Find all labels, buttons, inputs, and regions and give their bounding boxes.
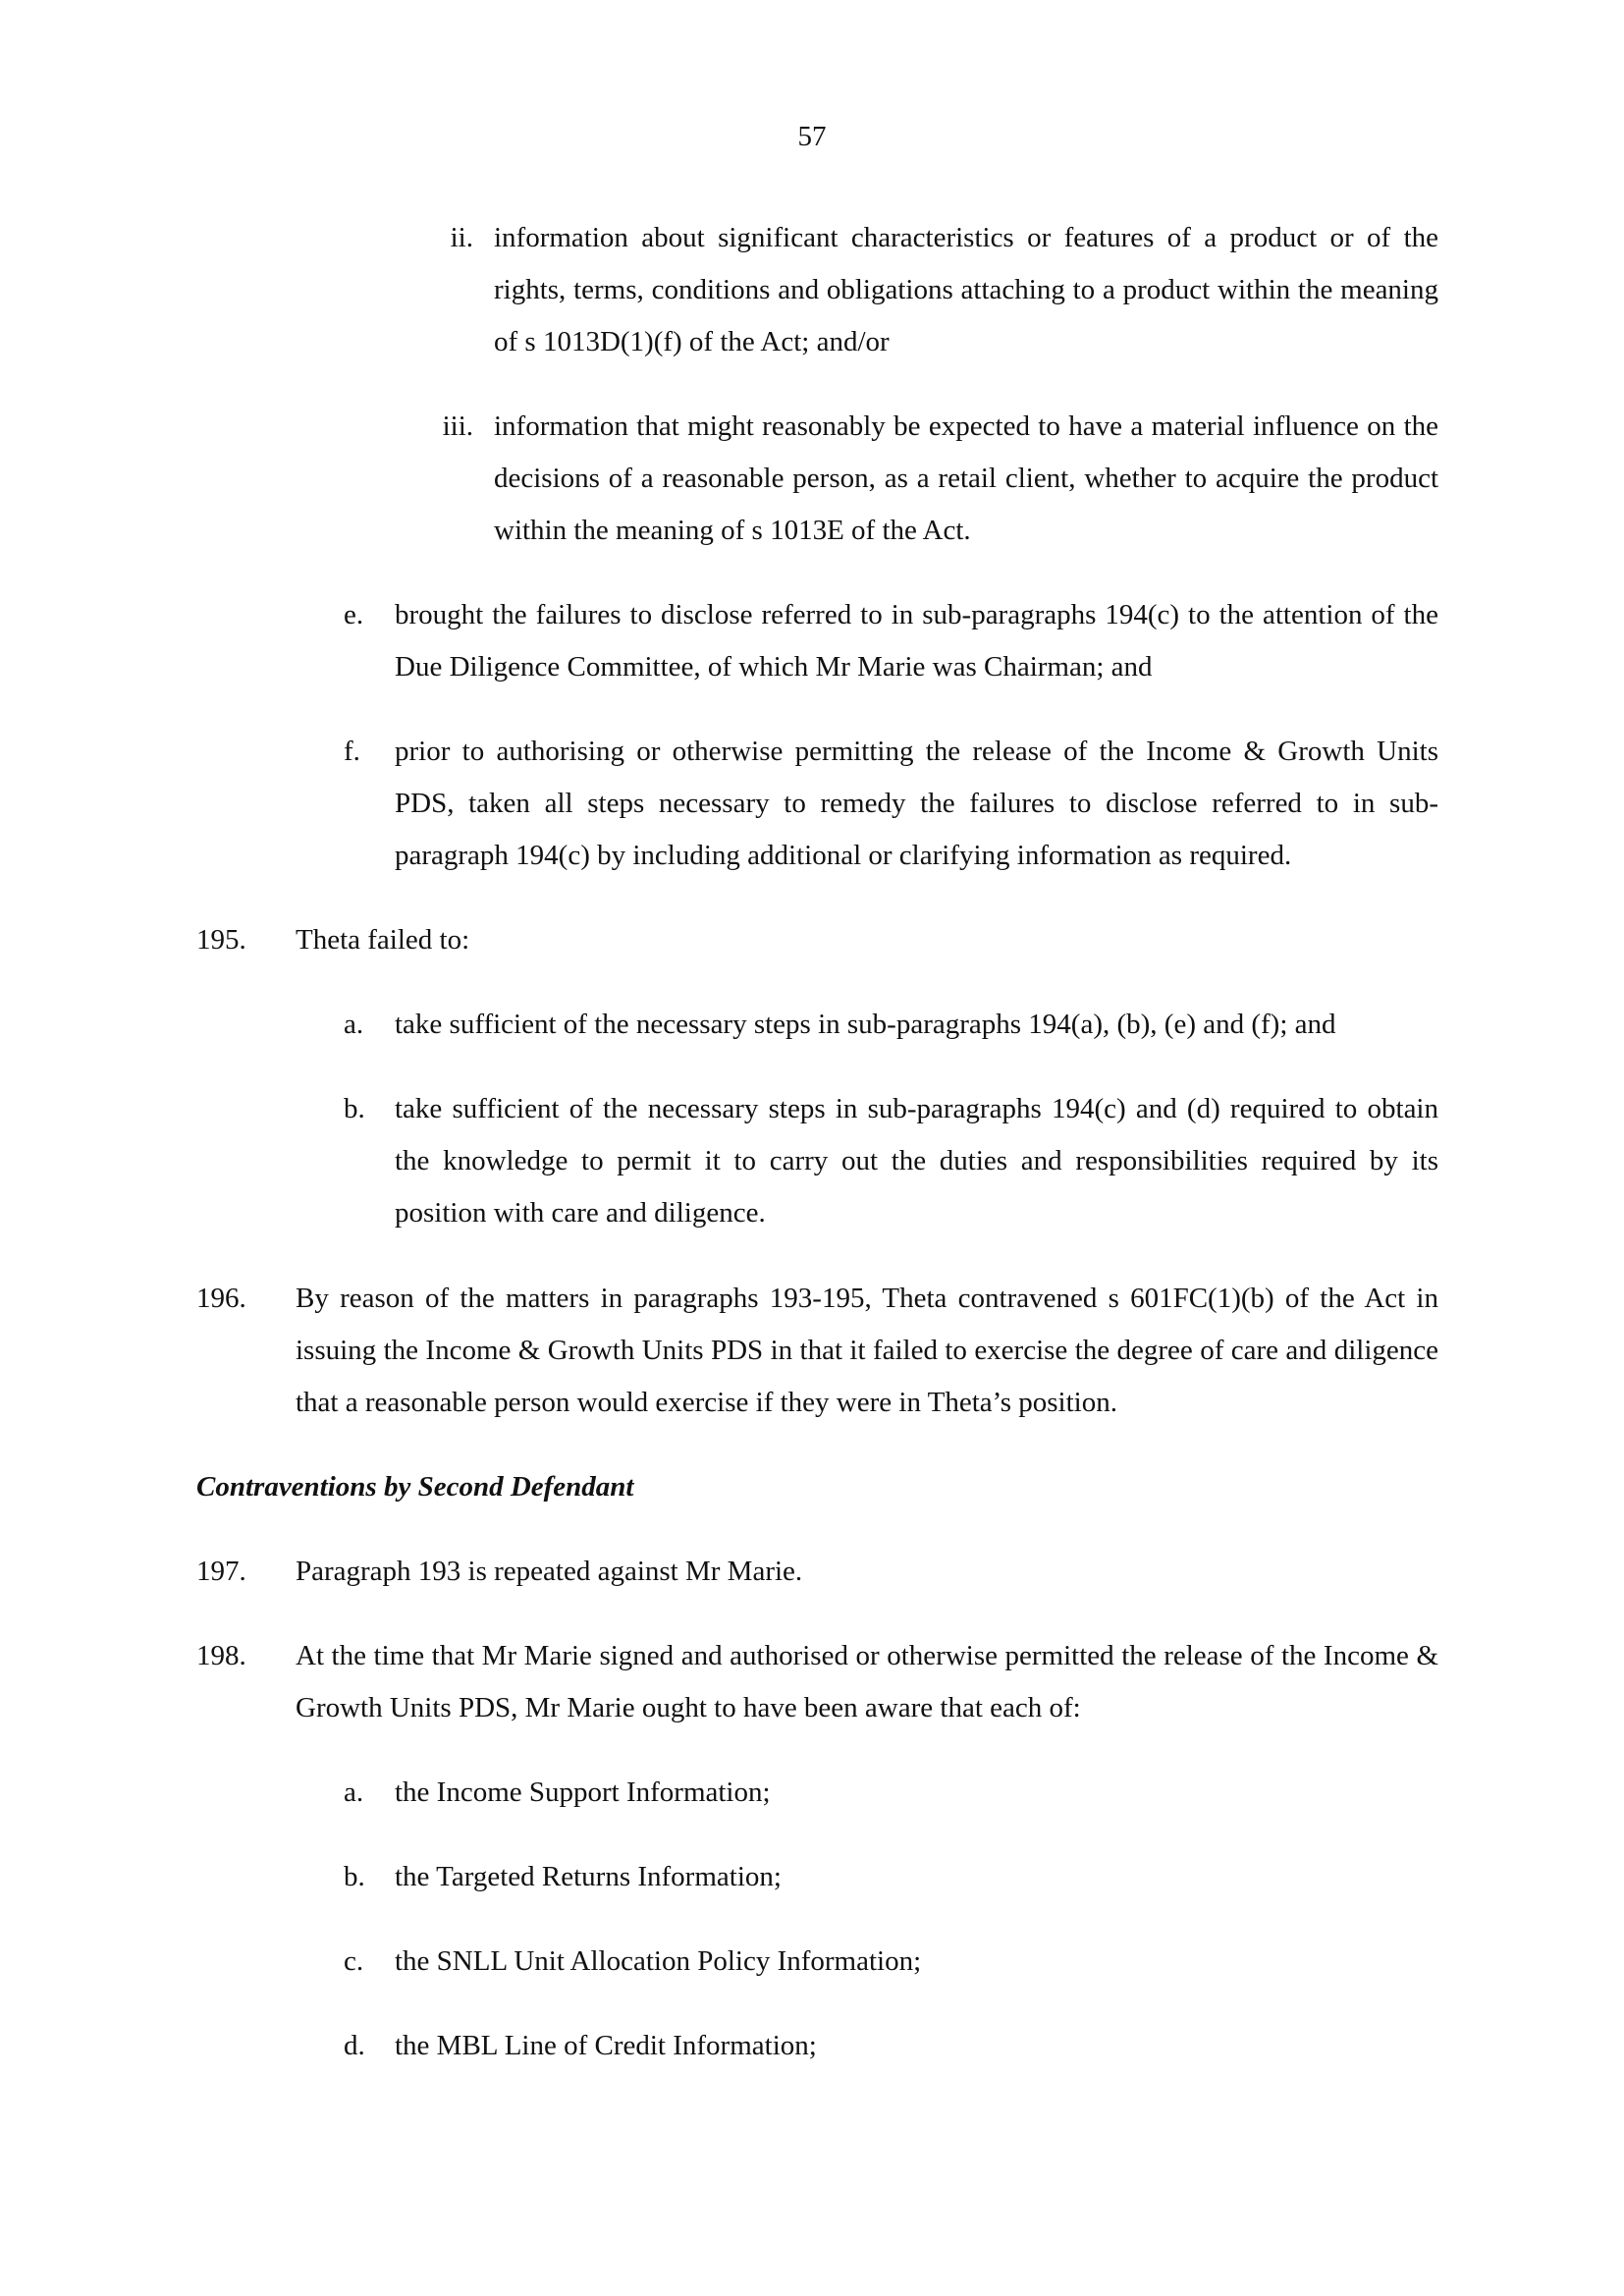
paragraph-text-196: By reason of the matters in paragraphs 193-195, Theta contravened s 601FC(1)(b) of the Act in issuing the Income & Growth Units PDS in that it failed to exercise the degree of care and diligence that a reasonable person would exercise if they were in Theta’s position.: [296, 1283, 1438, 1418]
item-label-195b: b.: [344, 1093, 365, 1124]
paragraph-number-196: 196.: [196, 1283, 246, 1314]
paragraph-text-197: Paragraph 193 is repeated against Mr Marie.: [296, 1556, 803, 1587]
item-label-198c: c.: [344, 1945, 364, 1977]
item-text-ii: information about significant characteristics or features of a product or of the rights, terms, conditions and obligations attaching to a product within the meaning of s 1013D(1)(f) of the Act; and/or: [494, 222, 1438, 357]
item-label-195a: a.: [344, 1009, 364, 1040]
item-label-198b: b.: [344, 1861, 365, 1892]
item-text-195a: take sufficient of the necessary steps in sub-paragraphs 194(a), (b), (e) and (f); and: [395, 1009, 1336, 1040]
item-label-198d: d.: [344, 2030, 365, 2061]
paragraph-number-197: 197.: [196, 1556, 246, 1587]
paragraph-number-195: 195.: [196, 924, 246, 956]
section-heading: Contraventions by Second Defendant: [196, 1471, 634, 1503]
paragraph-text-195: Theta failed to:: [296, 924, 470, 956]
item-label-ii: ii.: [450, 222, 473, 253]
item-label-e: e.: [344, 599, 364, 630]
item-text-f: prior to authorising or otherwise permitting the release of the Income & Growth Units PDS, taken all steps necessary to remedy the failures to disclose referred to in sub-paragraph 194(c) by including additional or clarifying information as required.: [395, 736, 1438, 871]
item-label-f: f.: [344, 736, 360, 767]
item-text-198c: the SNLL Unit Allocation Policy Information;: [395, 1945, 922, 1977]
paragraph-text-198: At the time that Mr Marie signed and authorised or otherwise permitted the release of the Income & Growth Units PDS, Mr Marie ought to have been aware that each of:: [296, 1640, 1438, 1723]
page-number: 57: [797, 121, 827, 152]
paragraph-number-198: 198.: [196, 1640, 246, 1671]
item-label-198a: a.: [344, 1777, 364, 1808]
item-text-e: brought the failures to disclose referred to in sub-paragraphs 194(c) to the attention of the Due Diligence Committee, of which Mr Marie was Chairman; and: [395, 599, 1438, 683]
item-text-195b: take sufficient of the necessary steps in sub-paragraphs 194(c) and (d) required to obtain the knowledge to permit it to carry out the duties and responsibilities required by its position with care and diligence.: [395, 1093, 1438, 1229]
item-text-198b: the Targeted Returns Information;: [395, 1861, 782, 1892]
item-text-198d: the MBL Line of Credit Information;: [395, 2030, 817, 2061]
item-text-198a: the Income Support Information;: [395, 1777, 771, 1808]
item-text-iii: information that might reasonably be expected to have a material influence on the decisions of a reasonable person, as a retail client, whether to acquire the product within the meaning of s 1013E of the Act.: [494, 410, 1438, 546]
item-label-iii: iii.: [442, 410, 473, 442]
